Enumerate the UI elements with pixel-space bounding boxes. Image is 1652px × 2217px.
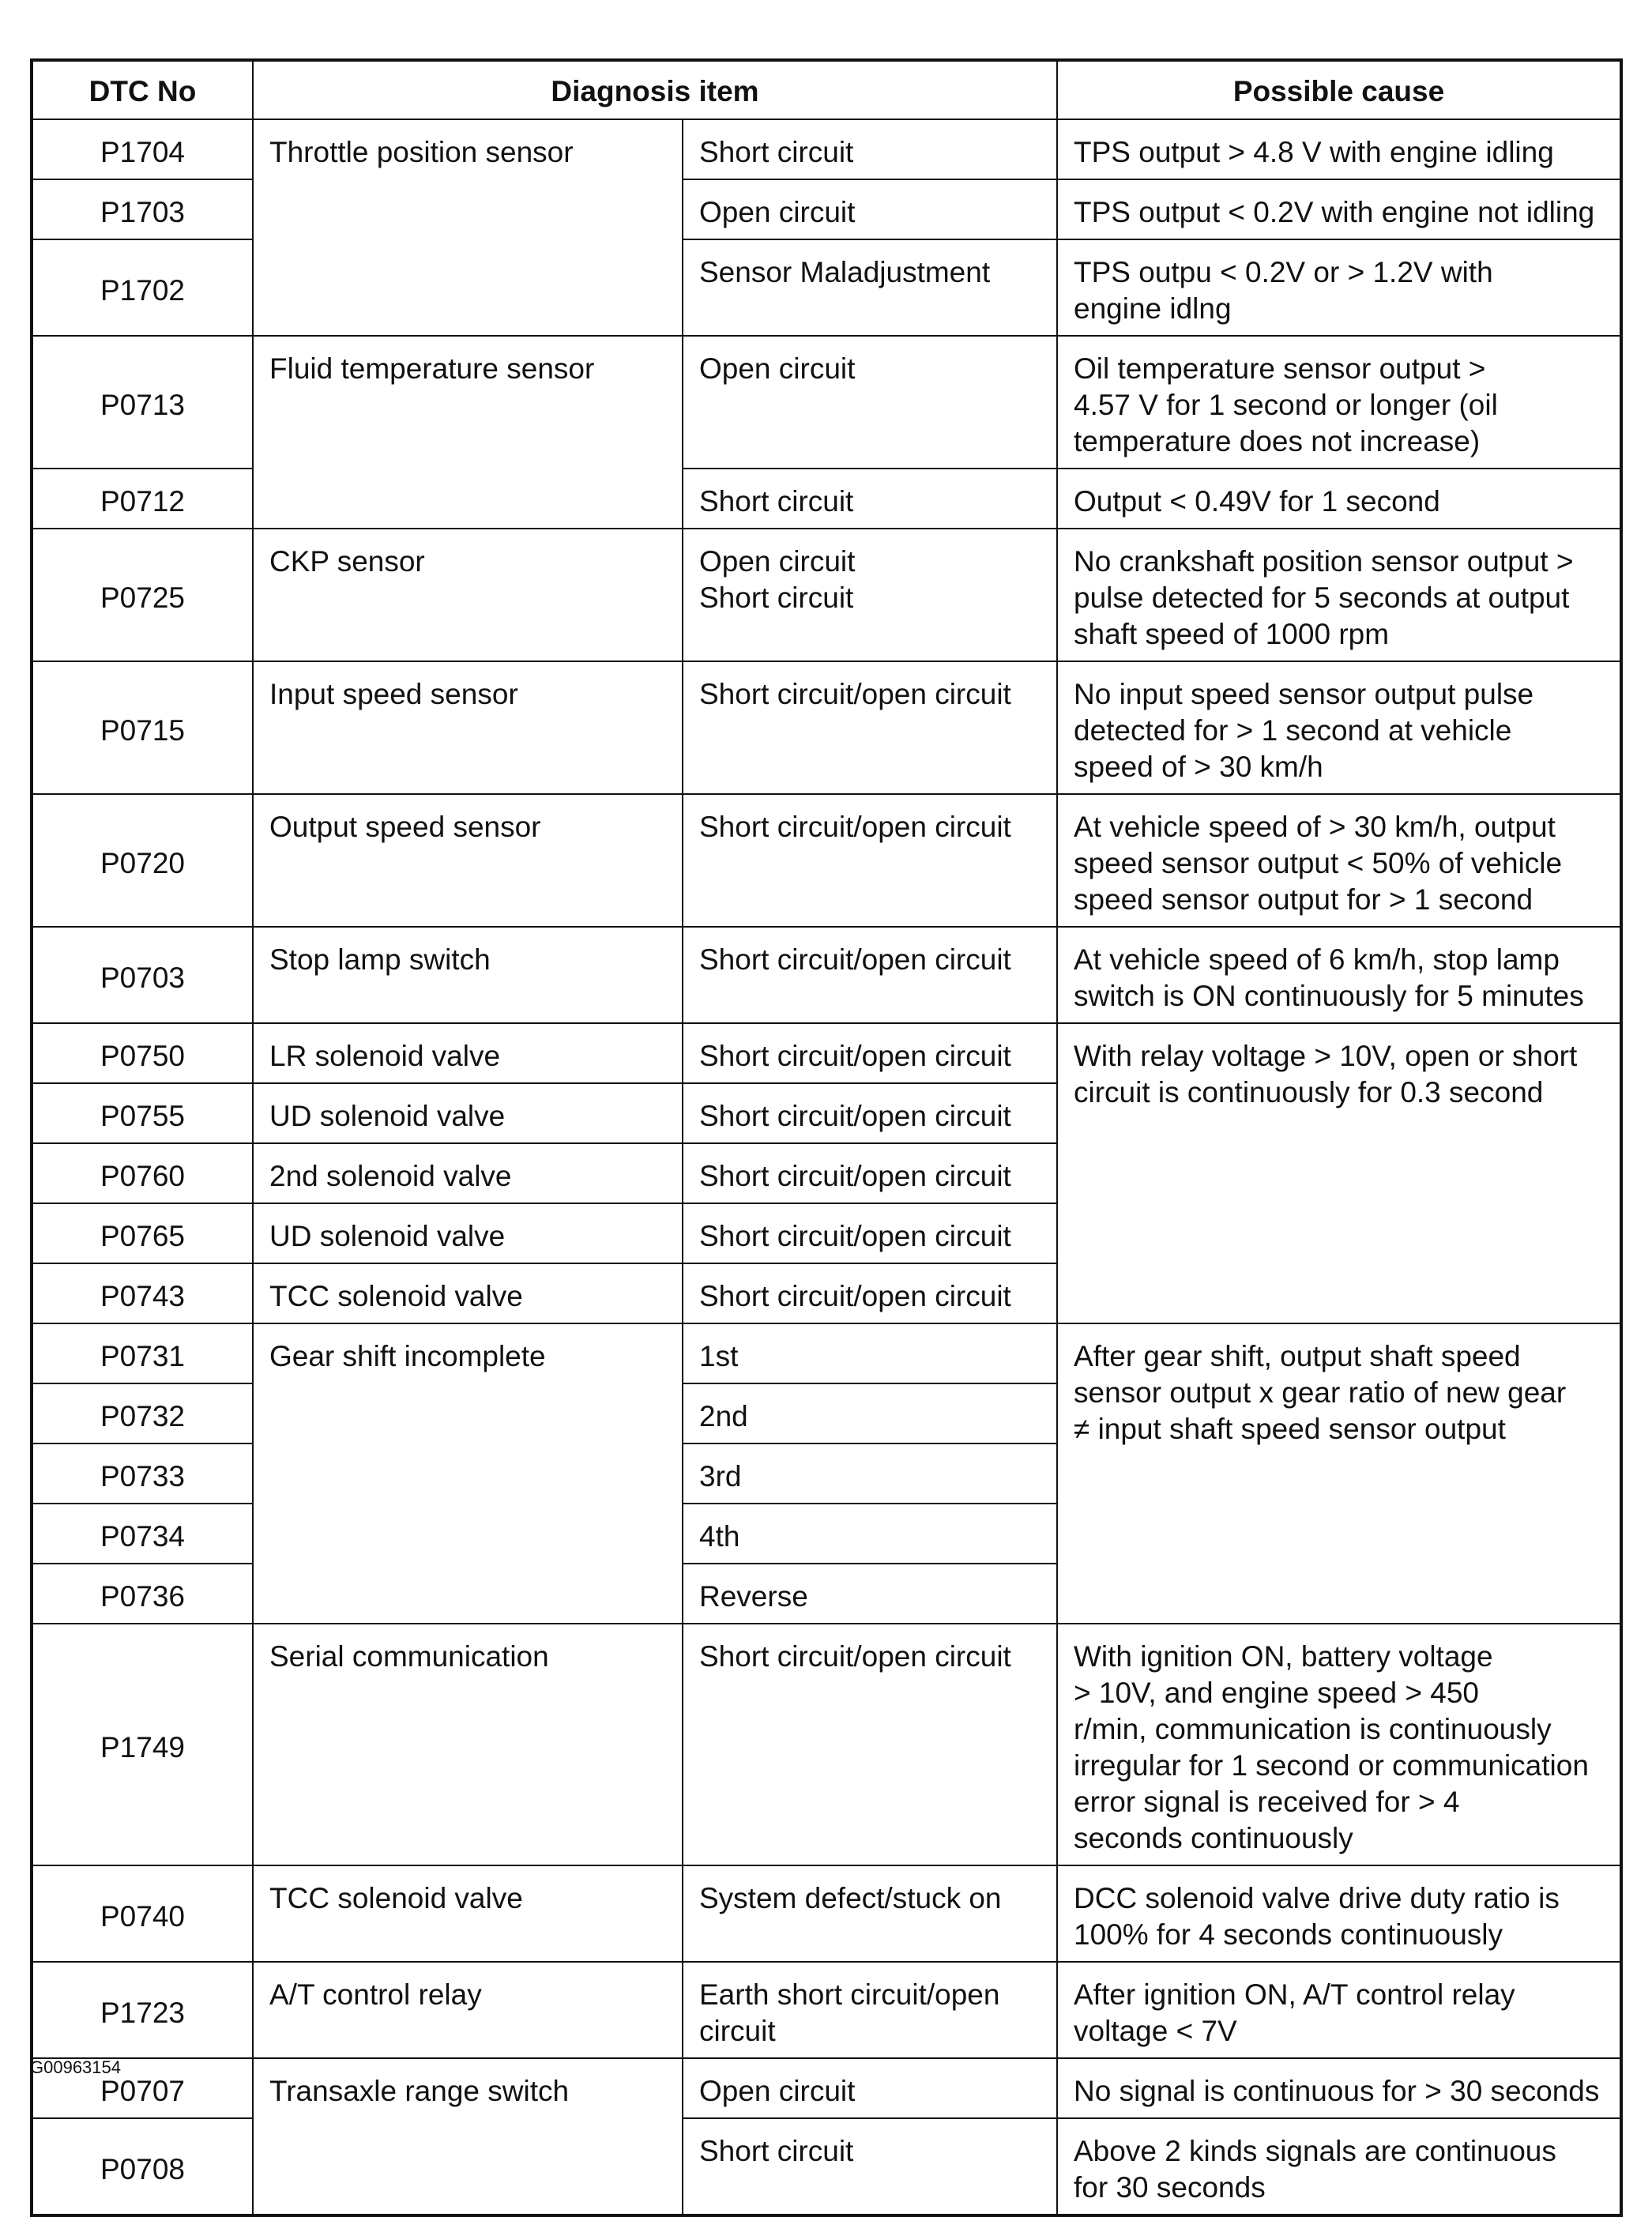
possible-cause: After ignition ON, A/T control relay voltage < 7V [1057,1962,1621,2058]
diagnosis-detail: 2nd [683,1383,1057,1443]
diagnosis-detail: Short circuit/open circuit [683,1083,1057,1143]
dtc-code: P0733 [32,1443,253,1504]
diagnosis-detail: Sensor Maladjustment [683,239,1057,336]
possible-cause: TPS output < 0.2V with engine not idling [1057,179,1621,239]
table-row [32,529,1621,661]
diagnosis-detail: Short circuit [683,469,1057,529]
table-row [32,1323,1621,1383]
header-dtc-no: DTC No [32,60,253,119]
dtc-code: P0765 [32,1203,253,1263]
diagnosis-detail: Short circuit/open circuit [683,1624,1057,1865]
possible-cause: With ignition ON, battery voltage > 10V, and engine speed > 450 r/min, communication is continuously irregular for 1 second or communication error signal is received for > 4 seconds continuously [1057,1624,1621,1865]
figure-id: G00963154 [30,2057,121,2077]
possible-cause: DCC solenoid valve drive duty ratio is 100% for 4 seconds continuously [1057,1865,1621,1962]
table-row [32,1023,1621,1083]
diagnosis-detail: Open circuit Short circuit [683,529,1057,661]
diagnosis-detail: Short circuit/open circuit [683,1023,1057,1083]
dtc-code: P0760 [32,1143,253,1203]
possible-cause: At vehicle speed of 6 km/h, stop lamp switch is ON continuously for 5 minutes [1057,927,1621,1023]
dtc-code: P0736 [32,1564,253,1624]
table-row [32,1624,1621,1865]
diagnosis-item: Fluid temperature sensor [253,336,683,529]
diagnosis-detail: Short circuit/open circuit [683,1203,1057,1263]
diagnosis-item: Serial communication [253,1624,683,1865]
diagnosis-item: Gear shift incomplete [253,1323,683,1624]
dtc-code: P0755 [32,1083,253,1143]
possible-cause: No signal is continuous for > 30 seconds [1057,2058,1621,2118]
possible-cause: Above 2 kinds signals are continuous for 30 seconds [1057,2118,1621,2215]
possible-cause: Output < 0.49V for 1 second [1057,469,1621,529]
diagnosis-item: Output speed sensor [253,794,683,927]
dtc-code: P0734 [32,1504,253,1564]
possible-cause: After gear shift, output shaft speed sensor output x gear ratio of new gear ≠ input shaft speed sensor output [1057,1323,1621,1624]
diagnosis-item: TCC solenoid valve [253,1263,683,1323]
diagnosis-item: Input speed sensor [253,661,683,794]
possible-cause: With relay voltage > 10V, open or short circuit is continuously for 0.3 second [1057,1023,1621,1323]
diagnosis-item: CKP sensor [253,529,683,661]
dtc-code: P1703 [32,179,253,239]
dtc-code: P1704 [32,119,253,179]
table-row [32,1962,1621,2058]
dtc-code: P1702 [32,239,253,336]
diagnosis-item: A/T control relay [253,1962,683,2058]
header-possible-cause: Possible cause [1057,60,1621,119]
diagnosis-item: Throttle position sensor [253,119,683,336]
dtc-code: P0708 [32,2118,253,2215]
dtc-code: P0725 [32,529,253,661]
table-row [32,927,1621,1023]
header-row [32,60,1621,119]
dtc-code: P0750 [32,1023,253,1083]
dtc-table [30,58,1623,2217]
table-row [32,119,1621,179]
diagnosis-detail: Open circuit [683,179,1057,239]
possible-cause: TPS outpu < 0.2V or > 1.2V with engine idlng [1057,239,1621,336]
diagnosis-item: TCC solenoid valve [253,1865,683,1962]
diagnosis-detail: Short circuit/open circuit [683,927,1057,1023]
diagnosis-detail: Short circuit [683,2118,1057,2215]
possible-cause: Oil temperature sensor output > 4.57 V for 1 second or longer (oil temperature does not increase) [1057,336,1621,469]
diagnosis-detail: Short circuit/open circuit [683,1143,1057,1203]
diagnosis-item: Stop lamp switch [253,927,683,1023]
dtc-code: P1749 [32,1624,253,1865]
diagnosis-detail: 3rd [683,1443,1057,1504]
diagnosis-item: UD solenoid valve [253,1083,683,1143]
diagnosis-detail: Reverse [683,1564,1057,1624]
table-row [32,661,1621,794]
diagnosis-detail: System defect/stuck on [683,1865,1057,1962]
diagnosis-detail: Earth short circuit/open circuit [683,1962,1057,2058]
diagnosis-detail: Short circuit/open circuit [683,1263,1057,1323]
table-row [32,2058,1621,2118]
possible-cause: At vehicle speed of > 30 km/h, output speed sensor output < 50% of vehicle speed sensor output for > 1 second [1057,794,1621,927]
dtc-code: P1723 [32,1962,253,2058]
possible-cause: No input speed sensor output pulse detected for > 1 second at vehicle speed of > 30 km/h [1057,661,1621,794]
diagnosis-item: UD solenoid valve [253,1203,683,1263]
diagnosis-detail: Short circuit/open circuit [683,661,1057,794]
diagnosis-detail: 1st [683,1323,1057,1383]
dtc-code: P0715 [32,661,253,794]
dtc-code: P0712 [32,469,253,529]
diagnosis-detail: Short circuit/open circuit [683,794,1057,927]
diagnosis-item: Transaxle range switch [253,2058,683,2215]
dtc-code: P0720 [32,794,253,927]
table-row [32,336,1621,469]
diagnosis-detail: 4th [683,1504,1057,1564]
possible-cause: No crankshaft position sensor output > pulse detected for 5 seconds at output shaft speed of 1000 rpm [1057,529,1621,661]
diagnosis-detail: Open circuit [683,336,1057,469]
dtc-code: P0707 [32,2058,253,2118]
dtc-code: P0732 [32,1383,253,1443]
dtc-code: P0713 [32,336,253,469]
diagnosis-item: 2nd solenoid valve [253,1143,683,1203]
dtc-code: P0740 [32,1865,253,1962]
dtc-code: P0703 [32,927,253,1023]
table-row [32,1865,1621,1962]
header-diagnosis-item: Diagnosis item [253,60,1057,119]
dtc-code: P0731 [32,1323,253,1383]
diagnosis-item: LR solenoid valve [253,1023,683,1083]
table-row [32,794,1621,927]
possible-cause: TPS output > 4.8 V with engine idling [1057,119,1621,179]
dtc-code: P0743 [32,1263,253,1323]
diagnosis-detail: Short circuit [683,119,1057,179]
diagnosis-detail: Open circuit [683,2058,1057,2118]
